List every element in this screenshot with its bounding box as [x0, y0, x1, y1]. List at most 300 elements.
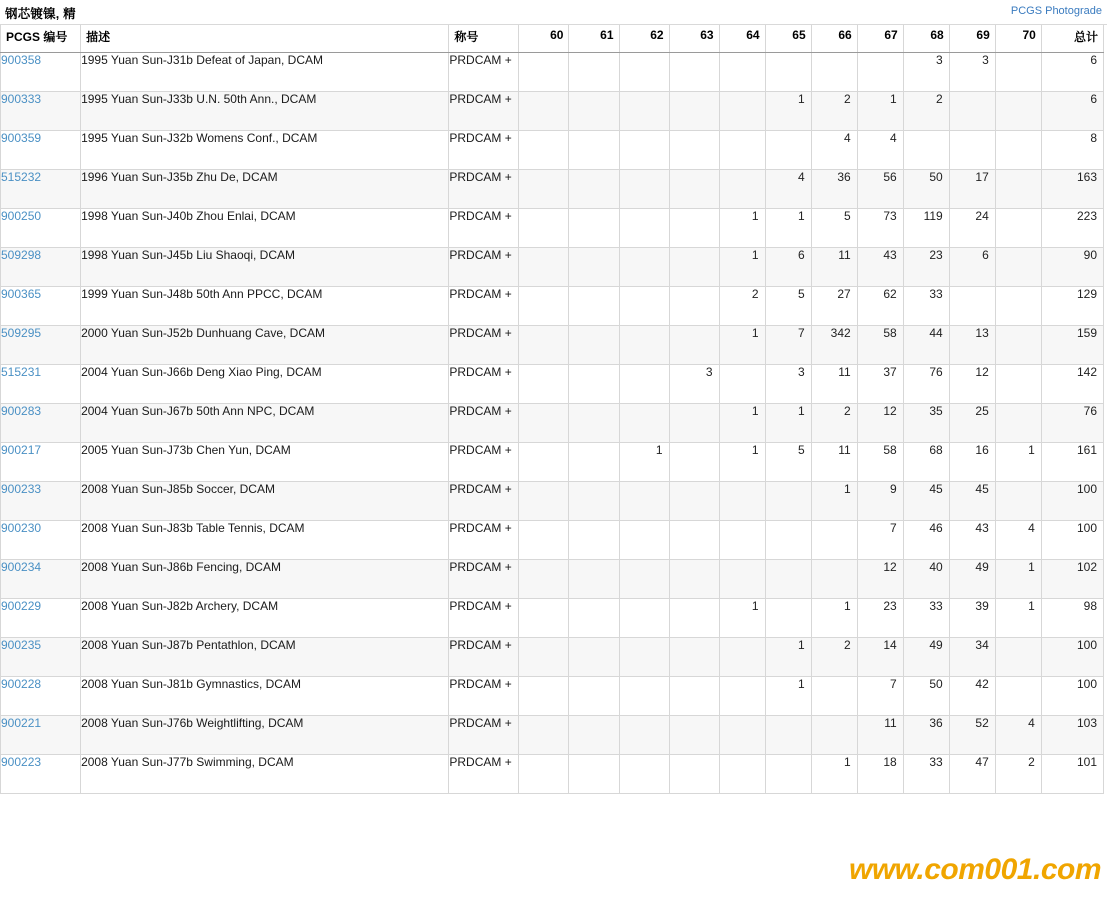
pcgs-no-link[interactable]: 509295 — [1, 326, 42, 340]
column-header-60[interactable]: 60 — [519, 25, 569, 53]
cell-description: 1995 Yuan Sun-J31b Defeat of Japan, DCAM — [81, 53, 449, 92]
cell-grade-69: 13 — [949, 326, 995, 365]
cell-grade-64 — [719, 677, 765, 716]
cell-total: 8 — [1041, 131, 1103, 170]
cell-total: 90 — [1041, 248, 1103, 287]
table-body — [1, 53, 1104, 794]
cell-grade-67: 4 — [857, 131, 903, 170]
cell-grade-67: 73 — [857, 209, 903, 248]
cell-description: 2008 Yuan Sun-J85b Soccer, DCAM — [81, 482, 449, 521]
pcgs-no-link[interactable]: 900229 — [1, 599, 42, 613]
cell-grade-65: 1 — [765, 404, 811, 443]
column-header-69[interactable]: 69 — [949, 25, 995, 53]
cell-grade-64 — [719, 92, 765, 131]
cell-grade-60 — [519, 248, 569, 287]
cell-grade-62 — [619, 248, 669, 287]
cell-grade-63 — [669, 170, 719, 209]
cell-pcgs-no — [1, 404, 81, 443]
cell-grade-64 — [719, 365, 765, 404]
cell-grade-62 — [619, 326, 669, 365]
cell-grade-60 — [519, 131, 569, 170]
cell-grade-64: 1 — [719, 248, 765, 287]
cell-grade-69: 16 — [949, 443, 995, 482]
pcgs-no-link[interactable]: 900234 — [1, 560, 42, 574]
pcgs-no-link[interactable]: 900233 — [1, 482, 42, 496]
cell-grade-66: 36 — [811, 170, 857, 209]
cell-grade-63 — [669, 209, 719, 248]
cell-grade-68: 33 — [903, 287, 949, 326]
cell-grade-66 — [811, 560, 857, 599]
column-header-63[interactable]: 63 — [669, 25, 719, 53]
table-row — [1, 92, 1104, 131]
cell-grade-62 — [619, 404, 669, 443]
cell-grade-70 — [995, 404, 1041, 443]
cell-grade-60 — [519, 599, 569, 638]
cell-grade-63 — [669, 755, 719, 794]
cell-grade-60 — [519, 326, 569, 365]
cell-total: 100 — [1041, 638, 1103, 677]
cell-grade-65: 7 — [765, 326, 811, 365]
cell-total: 129 — [1041, 287, 1103, 326]
cell-grade-70: 1 — [995, 599, 1041, 638]
cell-grade-65: 5 — [765, 443, 811, 482]
cell-grade-62: 1 — [619, 443, 669, 482]
site-watermark: www.com001.com — [849, 853, 1101, 886]
column-header-description[interactable]: 描述 — [81, 25, 449, 53]
column-header-pcgs-no[interactable]: PCGS 编号 — [1, 25, 81, 53]
cell-pcgs-no — [1, 131, 81, 170]
cell-grade-64 — [719, 755, 765, 794]
cell-description: 1995 Yuan Sun-J32b Womens Conf., DCAM — [81, 131, 449, 170]
cell-total: 6 — [1041, 92, 1103, 131]
cell-grade-60 — [519, 365, 569, 404]
cell-pcgs-no — [1, 170, 81, 209]
cell-grade-66: 342 — [811, 326, 857, 365]
cell-pcgs-no — [1, 209, 81, 248]
cell-grade-62 — [619, 365, 669, 404]
cell-grade-69: 3 — [949, 53, 995, 92]
cell-grade-64 — [719, 638, 765, 677]
cell-grade-68: 50 — [903, 677, 949, 716]
cell-grade-64: 1 — [719, 599, 765, 638]
cell-grade-62 — [619, 638, 669, 677]
pcgs-no-link[interactable]: 900283 — [1, 404, 42, 418]
cell-grade-65: 6 — [765, 248, 811, 287]
pcgs-no-link[interactable]: 900333 — [1, 92, 42, 106]
column-header-70[interactable]: 70 — [995, 25, 1041, 53]
cell-grade-68: 44 — [903, 326, 949, 365]
cell-description: 2008 Yuan Sun-J76b Weightlifting, DCAM — [81, 716, 449, 755]
cell-grade-63 — [669, 716, 719, 755]
cell-description: 2004 Yuan Sun-J66b Deng Xiao Ping, DCAM — [81, 365, 449, 404]
cell-grade-61 — [569, 92, 619, 131]
cell-pcgs-no — [1, 638, 81, 677]
cell-grade-62 — [619, 677, 669, 716]
page-title: 钢芯镀镍, 精 — [5, 7, 76, 21]
cell-grade-69: 39 — [949, 599, 995, 638]
cell-grade-65 — [765, 755, 811, 794]
cell-grade-68: 49 — [903, 638, 949, 677]
cell-total: 101 — [1041, 755, 1103, 794]
cell-grade-61 — [569, 365, 619, 404]
column-header-61[interactable]: 61 — [569, 25, 619, 53]
cell-description: 1998 Yuan Sun-J40b Zhou Enlai, DCAM — [81, 209, 449, 248]
cell-pcgs-no — [1, 443, 81, 482]
cell-grade-70 — [995, 209, 1041, 248]
column-header-66[interactable]: 66 — [811, 25, 857, 53]
cell-grade-70 — [995, 53, 1041, 92]
cell-grade-68: 2 — [903, 92, 949, 131]
cell-grade-68: 33 — [903, 755, 949, 794]
page-header — [0, 0, 1107, 25]
column-header-designation[interactable]: 称号 — [449, 25, 519, 53]
cell-grade-67: 12 — [857, 560, 903, 599]
cell-grade-61 — [569, 638, 619, 677]
cell-total: 100 — [1041, 677, 1103, 716]
cell-grade-64: 1 — [719, 443, 765, 482]
cell-grade-65 — [765, 521, 811, 560]
table-row — [1, 209, 1104, 248]
cell-grade-68: 68 — [903, 443, 949, 482]
cell-designation: PRDCAM + — [449, 209, 519, 248]
cell-grade-61 — [569, 677, 619, 716]
pcgs-no-link[interactable]: 509298 — [1, 248, 42, 262]
cell-grade-67: 56 — [857, 170, 903, 209]
pcgs-no-link[interactable]: 900235 — [1, 638, 42, 652]
cell-grade-66: 2 — [811, 638, 857, 677]
table-row — [1, 365, 1104, 404]
cell-designation: PRDCAM + — [449, 560, 519, 599]
cell-grade-69: 34 — [949, 638, 995, 677]
cell-grade-70: 2 — [995, 755, 1041, 794]
cell-description: 2000 Yuan Sun-J52b Dunhuang Cave, DCAM — [81, 326, 449, 365]
cell-grade-68: 119 — [903, 209, 949, 248]
cell-designation: PRDCAM + — [449, 404, 519, 443]
cell-grade-69: 43 — [949, 521, 995, 560]
cell-grade-68: 50 — [903, 170, 949, 209]
cell-grade-63 — [669, 53, 719, 92]
cell-grade-66: 11 — [811, 365, 857, 404]
cell-grade-63 — [669, 482, 719, 521]
cell-description: 2004 Yuan Sun-J67b 50th Ann NPC, DCAM — [81, 404, 449, 443]
cell-grade-61 — [569, 131, 619, 170]
cell-grade-67: 58 — [857, 443, 903, 482]
cell-grade-62 — [619, 560, 669, 599]
cell-grade-66: 1 — [811, 482, 857, 521]
cell-grade-60 — [519, 209, 569, 248]
pcgs-no-link[interactable]: 515231 — [1, 365, 42, 379]
cell-grade-70 — [995, 131, 1041, 170]
cell-pcgs-no — [1, 755, 81, 794]
cell-grade-68: 23 — [903, 248, 949, 287]
cell-grade-63 — [669, 443, 719, 482]
cell-description: 1998 Yuan Sun-J45b Liu Shaoqi, DCAM — [81, 248, 449, 287]
cell-grade-69: 25 — [949, 404, 995, 443]
cell-grade-66: 27 — [811, 287, 857, 326]
cell-grade-69: 42 — [949, 677, 995, 716]
cell-grade-64: 1 — [719, 326, 765, 365]
cell-grade-61 — [569, 170, 619, 209]
cell-grade-62 — [619, 599, 669, 638]
cell-grade-68: 3 — [903, 53, 949, 92]
cell-grade-69 — [949, 287, 995, 326]
cell-grade-65 — [765, 716, 811, 755]
cell-designation: PRDCAM + — [449, 92, 519, 131]
cell-grade-67: 58 — [857, 326, 903, 365]
cell-grade-68 — [903, 131, 949, 170]
cell-grade-67: 37 — [857, 365, 903, 404]
pcgs-no-link[interactable]: 900223 — [1, 755, 42, 769]
cell-grade-60 — [519, 170, 569, 209]
cell-total: 223 — [1041, 209, 1103, 248]
cell-grade-62 — [619, 287, 669, 326]
cell-pcgs-no — [1, 92, 81, 131]
cell-grade-67: 43 — [857, 248, 903, 287]
cell-grade-66: 11 — [811, 248, 857, 287]
cell-grade-61 — [569, 482, 619, 521]
cell-grade-61 — [569, 443, 619, 482]
cell-grade-63 — [669, 92, 719, 131]
cell-grade-67: 14 — [857, 638, 903, 677]
cell-grade-63: 3 — [669, 365, 719, 404]
cell-grade-68: 35 — [903, 404, 949, 443]
cell-total: 100 — [1041, 521, 1103, 560]
cell-grade-60 — [519, 53, 569, 92]
cell-description: 1995 Yuan Sun-J33b U.N. 50th Ann., DCAM — [81, 92, 449, 131]
cell-grade-70 — [995, 287, 1041, 326]
cell-grade-63 — [669, 677, 719, 716]
cell-pcgs-no — [1, 560, 81, 599]
cell-grade-67 — [857, 53, 903, 92]
cell-grade-60 — [519, 677, 569, 716]
pcgs-no-link[interactable]: 900359 — [1, 131, 42, 145]
cell-grade-68: 33 — [903, 599, 949, 638]
cell-total: 6 — [1041, 53, 1103, 92]
cell-grade-62 — [619, 53, 669, 92]
column-header-62[interactable]: 62 — [619, 25, 669, 53]
pcgs-no-link[interactable]: 900365 — [1, 287, 42, 301]
cell-grade-60 — [519, 521, 569, 560]
pcgs-no-link[interactable]: 900358 — [1, 53, 42, 67]
cell-grade-69 — [949, 131, 995, 170]
cell-description: 1999 Yuan Sun-J48b 50th Ann PPCC, DCAM — [81, 287, 449, 326]
cell-grade-63 — [669, 248, 719, 287]
cell-grade-60 — [519, 560, 569, 599]
cell-grade-69 — [949, 92, 995, 131]
cell-grade-65 — [765, 53, 811, 92]
cell-grade-69: 47 — [949, 755, 995, 794]
table-row — [1, 326, 1104, 365]
cell-grade-60 — [519, 755, 569, 794]
cell-grade-61 — [569, 53, 619, 92]
cell-grade-62 — [619, 170, 669, 209]
cell-grade-64: 1 — [719, 209, 765, 248]
column-header-68[interactable]: 68 — [903, 25, 949, 53]
cell-designation: PRDCAM + — [449, 716, 519, 755]
cell-grade-61 — [569, 209, 619, 248]
pcgs-no-link[interactable]: 900228 — [1, 677, 42, 691]
cell-grade-69: 49 — [949, 560, 995, 599]
cell-grade-70: 1 — [995, 560, 1041, 599]
table-row — [1, 716, 1104, 755]
cell-grade-62 — [619, 482, 669, 521]
table-row — [1, 560, 1104, 599]
cell-designation: PRDCAM + — [449, 326, 519, 365]
cell-grade-66: 1 — [811, 755, 857, 794]
cell-grade-66: 2 — [811, 404, 857, 443]
cell-grade-63 — [669, 131, 719, 170]
cell-grade-65: 4 — [765, 170, 811, 209]
cell-description: 2008 Yuan Sun-J77b Swimming, DCAM — [81, 755, 449, 794]
cell-grade-60 — [519, 443, 569, 482]
cell-grade-65: 1 — [765, 92, 811, 131]
cell-grade-67: 11 — [857, 716, 903, 755]
cell-total: 142 — [1041, 365, 1103, 404]
cell-grade-66: 11 — [811, 443, 857, 482]
cell-grade-66: 5 — [811, 209, 857, 248]
cell-grade-64 — [719, 560, 765, 599]
table-row — [1, 482, 1104, 521]
cell-grade-70: 1 — [995, 443, 1041, 482]
pcgs-no-link[interactable]: 900217 — [1, 443, 42, 457]
cell-pcgs-no — [1, 365, 81, 404]
cell-grade-70 — [995, 638, 1041, 677]
cell-designation: PRDCAM + — [449, 482, 519, 521]
cell-designation: PRDCAM + — [449, 755, 519, 794]
table-row — [1, 404, 1104, 443]
cell-grade-64 — [719, 482, 765, 521]
cell-grade-67: 7 — [857, 521, 903, 560]
cell-grade-70: 4 — [995, 521, 1041, 560]
cell-grade-63 — [669, 638, 719, 677]
cell-grade-70 — [995, 365, 1041, 404]
cell-grade-66: 4 — [811, 131, 857, 170]
cell-total: 161 — [1041, 443, 1103, 482]
cell-grade-68: 45 — [903, 482, 949, 521]
cell-grade-63 — [669, 287, 719, 326]
cell-grade-62 — [619, 209, 669, 248]
cell-grade-69: 6 — [949, 248, 995, 287]
cell-designation: PRDCAM + — [449, 638, 519, 677]
cell-pcgs-no — [1, 599, 81, 638]
cell-total: 103 — [1041, 716, 1103, 755]
population-table — [0, 25, 1104, 794]
cell-total: 163 — [1041, 170, 1103, 209]
cell-grade-62 — [619, 521, 669, 560]
cell-grade-62 — [619, 131, 669, 170]
cell-grade-67: 7 — [857, 677, 903, 716]
cell-grade-66: 1 — [811, 599, 857, 638]
table-row — [1, 287, 1104, 326]
cell-grade-64 — [719, 53, 765, 92]
cell-description: 2008 Yuan Sun-J82b Archery, DCAM — [81, 599, 449, 638]
cell-grade-63 — [669, 326, 719, 365]
cell-grade-65: 5 — [765, 287, 811, 326]
cell-grade-66 — [811, 521, 857, 560]
cell-grade-67: 1 — [857, 92, 903, 131]
cell-grade-65 — [765, 560, 811, 599]
pcgs-photograde-link[interactable]: PCGS Photograde — [1010, 5, 1102, 17]
cell-pcgs-no — [1, 677, 81, 716]
cell-grade-66 — [811, 677, 857, 716]
cell-total: 159 — [1041, 326, 1103, 365]
table-row — [1, 677, 1104, 716]
cell-grade-70 — [995, 170, 1041, 209]
cell-grade-61 — [569, 560, 619, 599]
cell-designation: PRDCAM + — [449, 131, 519, 170]
table-header-row — [1, 25, 1104, 53]
cell-pcgs-no — [1, 248, 81, 287]
cell-grade-70 — [995, 92, 1041, 131]
cell-pcgs-no — [1, 53, 81, 92]
cell-grade-66 — [811, 716, 857, 755]
cell-description: 2005 Yuan Sun-J73b Chen Yun, DCAM — [81, 443, 449, 482]
pcgs-no-link[interactable]: 515232 — [1, 170, 42, 184]
cell-pcgs-no — [1, 716, 81, 755]
cell-grade-60 — [519, 716, 569, 755]
cell-grade-65: 1 — [765, 677, 811, 716]
cell-grade-70 — [995, 482, 1041, 521]
cell-grade-65 — [765, 131, 811, 170]
cell-grade-63 — [669, 560, 719, 599]
cell-grade-69: 24 — [949, 209, 995, 248]
cell-grade-65: 1 — [765, 209, 811, 248]
cell-grade-62 — [619, 716, 669, 755]
cell-designation: PRDCAM + — [449, 248, 519, 287]
column-header-total[interactable]: 总计 — [1041, 25, 1103, 53]
cell-pcgs-no — [1, 326, 81, 365]
cell-designation: PRDCAM + — [449, 521, 519, 560]
table-row — [1, 521, 1104, 560]
cell-grade-69: 45 — [949, 482, 995, 521]
cell-designation: PRDCAM + — [449, 170, 519, 209]
cell-grade-61 — [569, 404, 619, 443]
pcgs-no-link[interactable]: 900230 — [1, 521, 42, 535]
cell-pcgs-no — [1, 482, 81, 521]
cell-description: 1996 Yuan Sun-J35b Zhu De, DCAM — [81, 170, 449, 209]
pcgs-no-link[interactable]: 900221 — [1, 716, 42, 730]
cell-grade-64: 2 — [719, 287, 765, 326]
column-header-64[interactable]: 64 — [719, 25, 765, 53]
cell-grade-61 — [569, 326, 619, 365]
cell-designation: PRDCAM + — [449, 599, 519, 638]
cell-grade-65: 1 — [765, 638, 811, 677]
column-header-65[interactable]: 65 — [765, 25, 811, 53]
column-header-67[interactable]: 67 — [857, 25, 903, 53]
cell-grade-60 — [519, 287, 569, 326]
cell-grade-64: 1 — [719, 404, 765, 443]
cell-grade-70 — [995, 248, 1041, 287]
cell-grade-61 — [569, 599, 619, 638]
cell-grade-65 — [765, 599, 811, 638]
cell-grade-64 — [719, 521, 765, 560]
cell-grade-67: 23 — [857, 599, 903, 638]
cell-grade-61 — [569, 521, 619, 560]
table-row — [1, 599, 1104, 638]
cell-grade-60 — [519, 92, 569, 131]
cell-description: 2008 Yuan Sun-J87b Pentathlon, DCAM — [81, 638, 449, 677]
table-row — [1, 131, 1104, 170]
cell-description: 2008 Yuan Sun-J86b Fencing, DCAM — [81, 560, 449, 599]
cell-description: 2008 Yuan Sun-J83b Table Tennis, DCAM — [81, 521, 449, 560]
cell-grade-63 — [669, 404, 719, 443]
table-row — [1, 443, 1104, 482]
cell-grade-70 — [995, 677, 1041, 716]
cell-grade-62 — [619, 755, 669, 794]
pcgs-no-link[interactable]: 900250 — [1, 209, 42, 223]
cell-grade-68: 46 — [903, 521, 949, 560]
table-row — [1, 755, 1104, 794]
